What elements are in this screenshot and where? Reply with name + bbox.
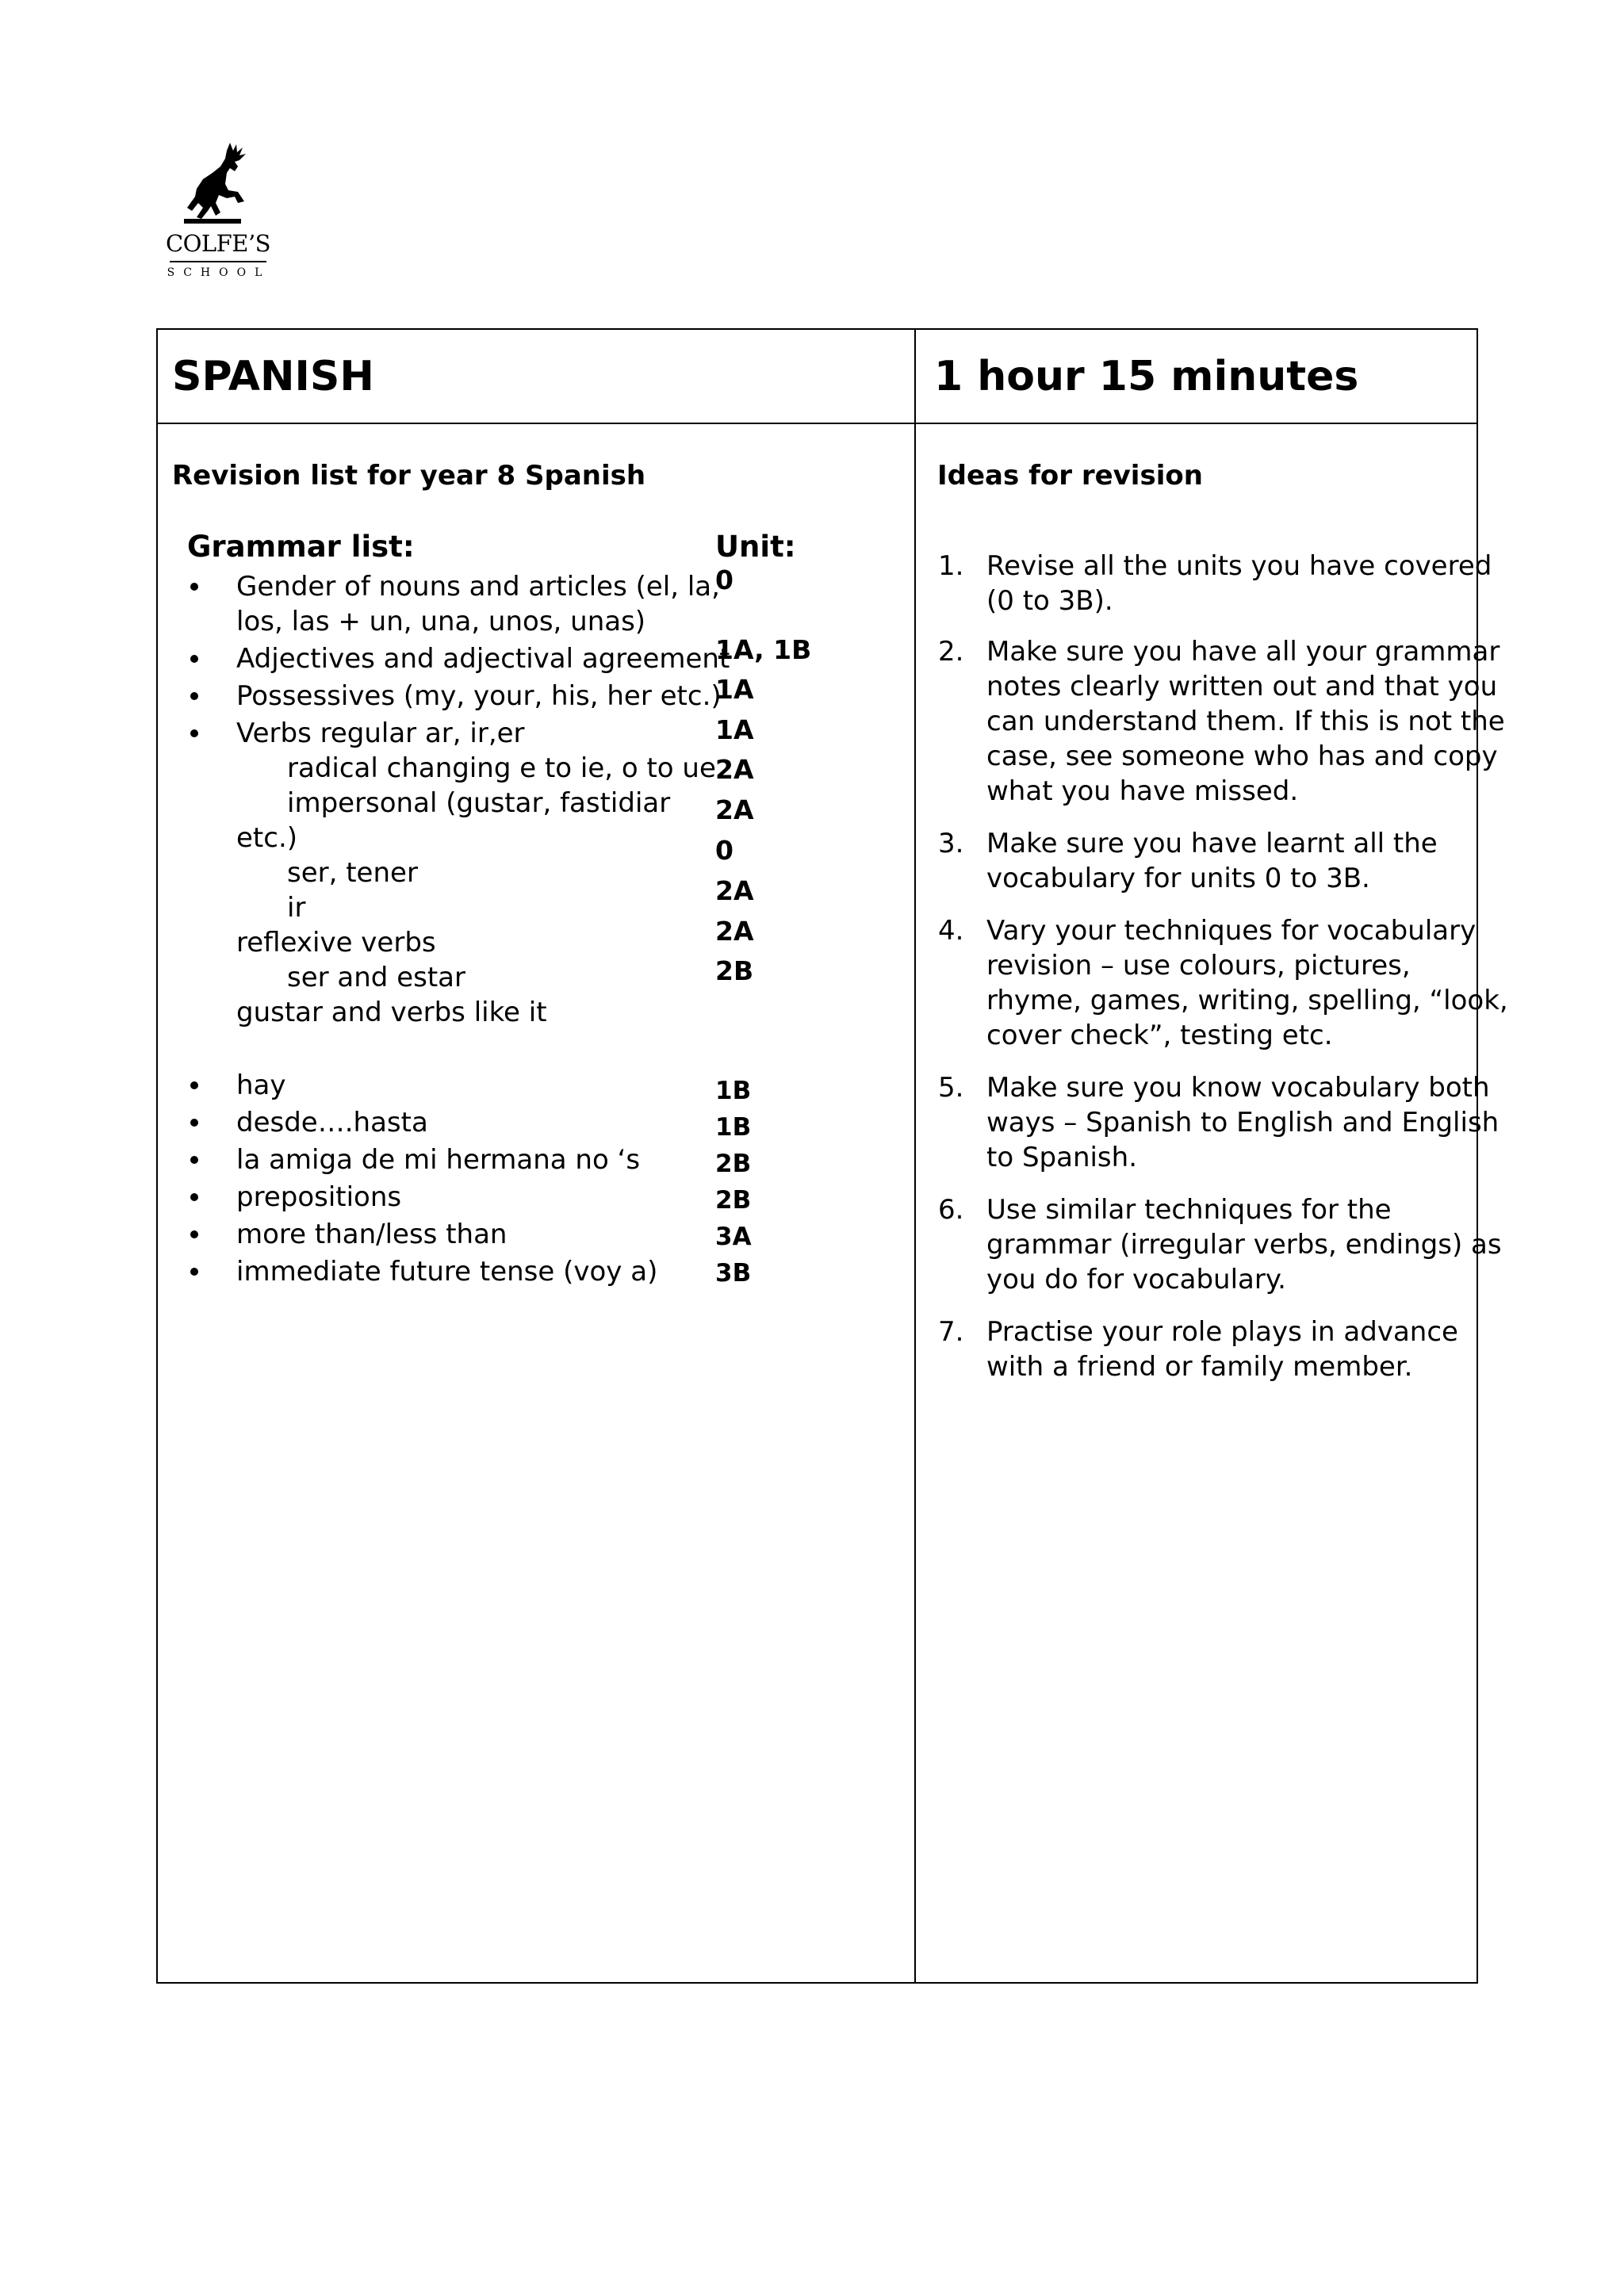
- idea-number: 3.: [938, 828, 964, 859]
- unit-code: 2A: [715, 754, 754, 785]
- grammar-item: immediate future tense (voy a): [236, 1256, 658, 1288]
- grammar-subitem: gustar and verbs like it: [236, 997, 547, 1028]
- unit-code: 1B: [715, 1113, 752, 1142]
- grammar-item: more than/less than: [236, 1219, 508, 1250]
- grammar-subitem: reflexive verbs: [236, 927, 436, 959]
- idea-text: can understand them. If this is not the: [986, 706, 1505, 737]
- bullet-icon: [190, 1268, 198, 1276]
- idea-text: Vary your techniques for vocabulary: [986, 915, 1477, 947]
- unit-code: 2A: [715, 794, 754, 825]
- unit-code: 3A: [715, 1223, 752, 1251]
- idea-text: ways – Spanish to English and English: [986, 1107, 1500, 1138]
- unit-code: 0: [715, 835, 733, 866]
- idea-number: 4.: [938, 915, 964, 947]
- idea-text: cover check”, testing etc.: [986, 1020, 1333, 1051]
- subject-title: SPANISH: [172, 353, 374, 400]
- unit-code: 1A: [715, 714, 754, 745]
- grammar-item-continued: los, las + un, una, unos, unas): [236, 606, 646, 637]
- school-logo: [155, 140, 282, 282]
- idea-text: what you have missed.: [986, 775, 1299, 807]
- ideas-title: Ideas for revision: [937, 460, 1203, 492]
- bullet-icon: [190, 1081, 198, 1089]
- grammar-subitem: radical changing e to ie, o to ue: [287, 752, 716, 784]
- grammar-item: hay: [236, 1070, 286, 1101]
- grammar-item: Possessives (my, your, his, her etc.): [236, 680, 722, 712]
- unit-code: 2B: [715, 1150, 752, 1178]
- grammar-subitem-continued: etc.): [236, 822, 298, 854]
- header-divider: [156, 423, 1478, 424]
- unit-code: 2A: [715, 916, 754, 947]
- idea-number: 5.: [938, 1072, 964, 1104]
- grammar-subitem: impersonal (gustar, fastidiar: [287, 787, 671, 819]
- exam-duration: 1 hour 15 minutes: [934, 353, 1359, 400]
- bullet-icon: [190, 729, 198, 737]
- idea-text: notes clearly written out and that you: [986, 671, 1498, 702]
- idea-text: Make sure you know vocabulary both: [986, 1072, 1490, 1104]
- revision-list-title: Revision list for year 8 Spanish: [172, 460, 646, 492]
- unit-heading: Unit:: [715, 530, 796, 564]
- unit-code: 2A: [715, 875, 754, 906]
- bullet-icon: [190, 692, 198, 700]
- idea-number: 6.: [938, 1194, 964, 1226]
- idea-text: Use similar techniques for the: [986, 1194, 1392, 1226]
- idea-text: Revise all the units you have covered: [986, 550, 1492, 582]
- logo-subtitle: SCHOOL: [167, 266, 271, 279]
- logo-divider: [170, 261, 266, 262]
- idea-text: Practise your role plays in advance: [986, 1316, 1458, 1348]
- bullet-icon: [190, 583, 198, 591]
- unit-code: 2B: [715, 1186, 752, 1215]
- idea-number: 1.: [938, 550, 964, 582]
- idea-text: to Spanish.: [986, 1142, 1138, 1173]
- unit-code: 1B: [715, 1077, 752, 1105]
- idea-text: with a friend or family member.: [986, 1351, 1413, 1383]
- column-divider: [914, 328, 916, 1984]
- grammar-item: Gender of nouns and articles (el, la,: [236, 571, 720, 603]
- grammar-item: Adjectives and adjectival agreement: [236, 643, 730, 675]
- idea-text: case, see someone who has and copy: [986, 740, 1498, 772]
- grammar-item: prepositions: [236, 1181, 402, 1213]
- stag-icon: [179, 140, 259, 227]
- bullet-icon: [190, 1193, 198, 1201]
- unit-code: 0: [715, 564, 733, 595]
- grammar-subitem: ir: [287, 892, 306, 924]
- grammar-item: Verbs regular ar, ir,er: [236, 718, 525, 749]
- bullet-icon: [190, 1119, 198, 1127]
- grammar-list-heading: Grammar list:: [187, 530, 415, 564]
- idea-text: vocabulary for units 0 to 3B.: [986, 863, 1370, 894]
- bullet-icon: [190, 1156, 198, 1164]
- idea-text: you do for vocabulary.: [986, 1264, 1286, 1295]
- grammar-subitem: ser, tener: [287, 857, 418, 889]
- unit-code: 2B: [715, 955, 754, 986]
- idea-number: 7.: [938, 1316, 964, 1348]
- grammar-item: la amiga de mi hermana no ‘s: [236, 1144, 641, 1176]
- bullet-icon: [190, 655, 198, 663]
- idea-text: Make sure you have all your grammar: [986, 636, 1500, 668]
- idea-text: rhyme, games, writing, spelling, “look,: [986, 985, 1508, 1016]
- idea-text: Make sure you have learnt all the: [986, 828, 1438, 859]
- unit-code: 1A, 1B: [715, 634, 812, 665]
- grammar-item: desde….hasta: [236, 1107, 428, 1138]
- logo-school-name: COLFE’S: [165, 230, 271, 257]
- idea-text: (0 to 3B).: [986, 585, 1113, 617]
- idea-text: revision – use colours, pictures,: [986, 950, 1411, 982]
- unit-code: 3B: [715, 1259, 752, 1288]
- idea-number: 2.: [938, 636, 964, 668]
- unit-code: 1A: [715, 674, 754, 705]
- idea-text: grammar (irregular verbs, endings) as: [986, 1229, 1502, 1261]
- grammar-subitem: ser and estar: [287, 962, 465, 993]
- bullet-icon: [190, 1230, 198, 1238]
